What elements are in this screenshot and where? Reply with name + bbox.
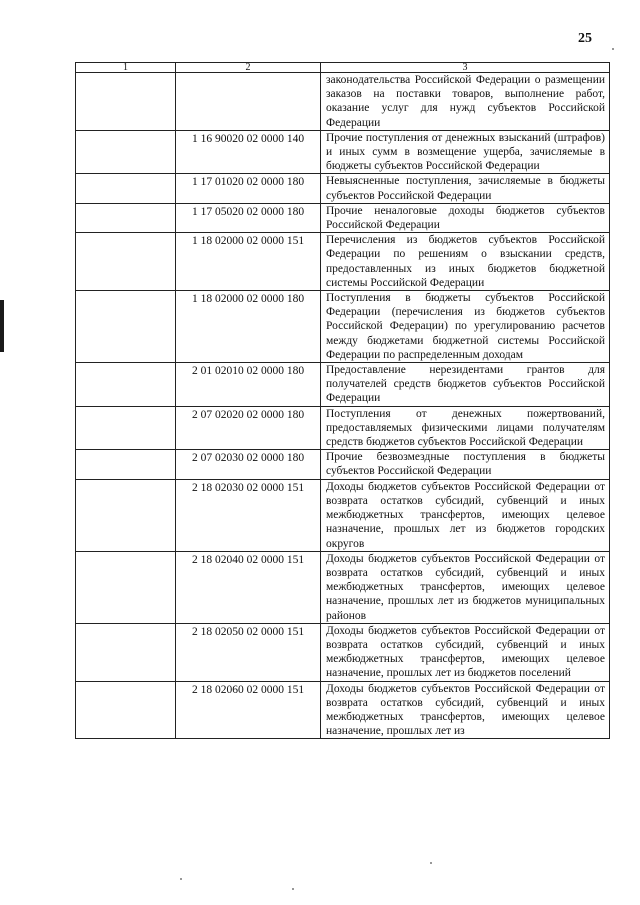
budget-code: 1 17 01020 02 0000 180 (176, 174, 321, 203)
column-header-3: 3 (321, 63, 610, 73)
income-description: Поступления в бюджеты субъектов Российской Федерации (перечисления из бюджетов субъектов Российской Федерации) по урегулированию расчетов между бюджетами бюджетной системы Российской Федерации по распределенным доходам (321, 291, 610, 363)
row-col1 (76, 479, 176, 551)
budget-code: 1 17 05020 02 0000 180 (176, 203, 321, 232)
budget-code: 2 01 02010 02 0000 180 (176, 363, 321, 407)
row-col1 (76, 174, 176, 203)
row-col1 (76, 623, 176, 681)
table-row (76, 551, 610, 623)
row-col1 (76, 363, 176, 407)
table-row (76, 203, 610, 232)
table-row (76, 233, 610, 291)
budget-code: 1 18 02000 02 0000 180 (176, 291, 321, 363)
income-description: Прочие неналоговые доходы бюджетов субъектов Российской Федерации (321, 203, 610, 232)
row-col1 (76, 233, 176, 291)
table-row (76, 174, 610, 203)
row-col1 (76, 291, 176, 363)
table-row (76, 623, 610, 681)
table-row (76, 681, 610, 739)
budget-code: 2 18 02030 02 0000 151 (176, 479, 321, 551)
income-description: Перечисления из бюджетов субъектов Российской Федерации по решениям о взыскании средств, предоставленных из иных бюджетов бюджетной системы Российской Федерации (321, 233, 610, 291)
table-row (76, 479, 610, 551)
scan-speck (292, 888, 294, 890)
table-row (76, 291, 610, 363)
budget-code: 2 18 02050 02 0000 151 (176, 623, 321, 681)
page-number: 25 (578, 31, 592, 46)
row-col1 (76, 73, 176, 131)
row-col1 (76, 406, 176, 450)
income-description: Доходы бюджетов субъектов Российской Федерации от возврата остатков субсидий, субвенций и иных межбюджетных трансфертов, имеющих целевое назначение, прошлых лет из бюджетов муниципальных районов (321, 551, 610, 623)
scan-speck (430, 862, 432, 864)
row-col1 (76, 681, 176, 739)
column-header-2: 2 (176, 63, 321, 73)
income-description: Предоставление нерезидентами грантов для получателей средств бюджетов субъектов Российской Федерации (321, 363, 610, 407)
income-description: Доходы бюджетов субъектов Российской Федерации от возврата остатков субсидий, субвенций и иных межбюджетных трансфертов, имеющих целевое назначение, прошлых лет из (321, 681, 610, 739)
row-col1 (76, 130, 176, 174)
row-col1 (76, 551, 176, 623)
income-description: Доходы бюджетов субъектов Российской Федерации от возврата остатков субсидий, субвенций и иных межбюджетных трансфертов, имеющих целевое назначение, прошлых лет из бюджетов городских округов (321, 479, 610, 551)
budget-code: 1 18 02000 02 0000 151 (176, 233, 321, 291)
budget-classification-table (75, 62, 610, 739)
budget-code: 2 18 02060 02 0000 151 (176, 681, 321, 739)
budget-code: 1 16 90020 02 0000 140 (176, 130, 321, 174)
income-description: Поступления от денежных пожертвований, предоставляемых физическими лицами получателям средств бюджетов субъектов Российской Федерации (321, 406, 610, 450)
budget-code: 2 18 02040 02 0000 151 (176, 551, 321, 623)
table-row (76, 363, 610, 407)
table-row (76, 130, 610, 174)
row-col1 (76, 203, 176, 232)
row-col1 (76, 450, 176, 479)
budget-code: 2 07 02030 02 0000 180 (176, 450, 321, 479)
budget-code (176, 73, 321, 131)
scan-speck (612, 48, 614, 50)
income-description: Прочие безвозмездные поступления в бюджеты субъектов Российской Федерации (321, 450, 610, 479)
income-description: Невыясненные поступления, зачисляемые в бюджеты субъектов Российской Федерации (321, 174, 610, 203)
table-row (76, 450, 610, 479)
table-row (76, 406, 610, 450)
column-header-1: 1 (76, 63, 176, 73)
income-description: законодательства Российской Федерации о размещении заказов на поставки товаров, выполнение работ, оказание услуг для нужд субъектов Российской Федерации (321, 73, 610, 131)
table-row (76, 73, 610, 131)
income-description: Доходы бюджетов субъектов Российской Федерации от возврата остатков субсидий, субвенций и иных межбюджетных трансфертов, имеющих целевое назначение, прошлых лет из бюджетов поселений (321, 623, 610, 681)
table-header-row (76, 63, 610, 73)
binding-edge-mark (0, 300, 4, 352)
scan-speck (180, 878, 182, 880)
budget-code: 2 07 02020 02 0000 180 (176, 406, 321, 450)
income-description: Прочие поступления от денежных взысканий (штрафов) и иных сумм в возмещение ущерба, зачисляемые в бюджеты субъектов Российской Федерации (321, 130, 610, 174)
